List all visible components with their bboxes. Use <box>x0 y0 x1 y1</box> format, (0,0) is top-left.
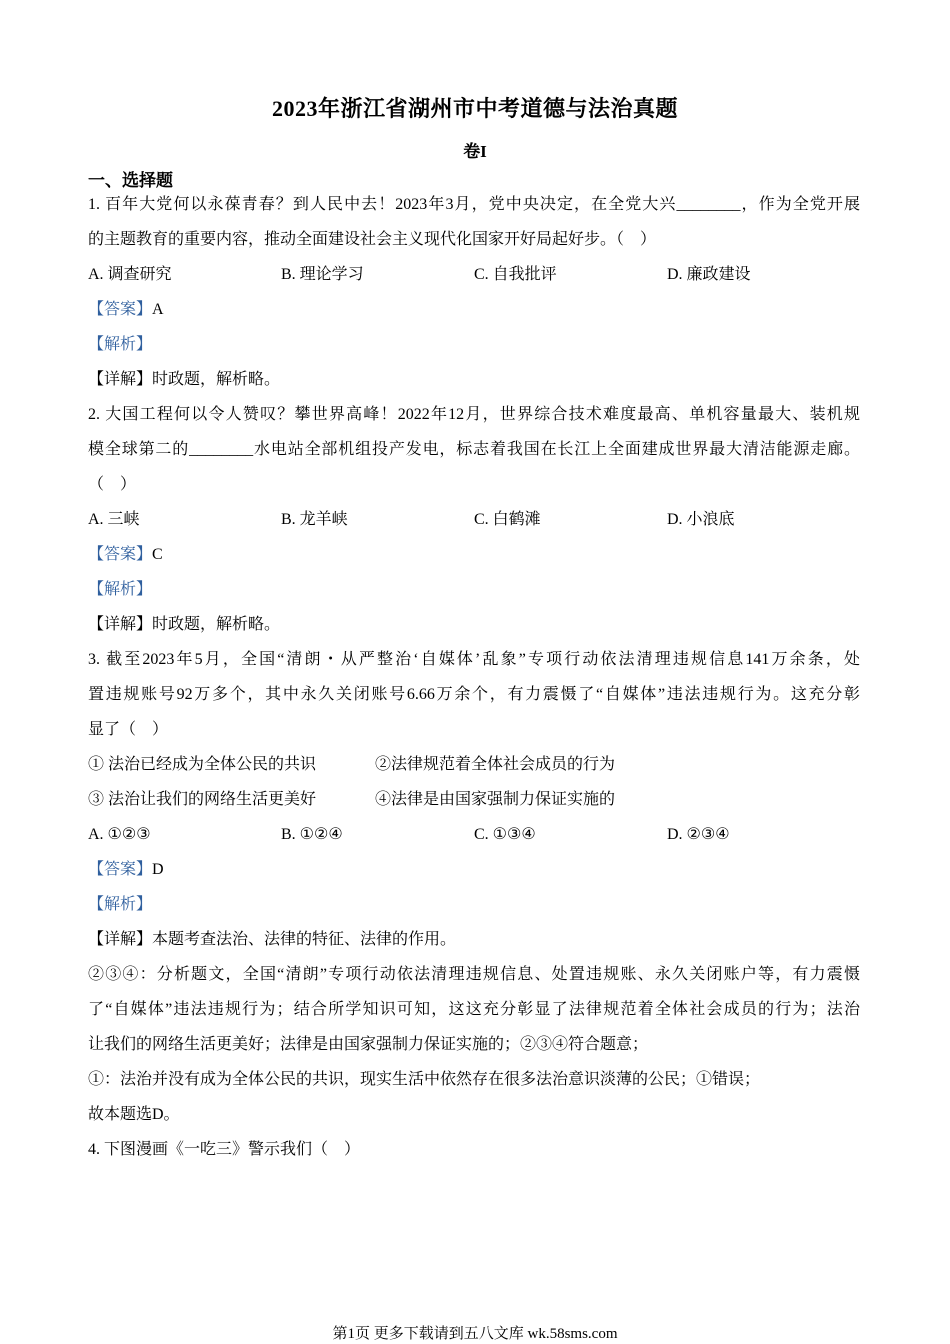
q1-option-a: A. 调查研究 <box>88 266 172 283</box>
q3-statements-row-1 <box>88 747 860 782</box>
q3-explanation-5: 故本题选D。 <box>88 1106 180 1123</box>
q3-option-a: A. ①②③ <box>88 826 151 843</box>
page-title: 2023年浙江省湖州市中考道德与法治真题 <box>271 96 678 121</box>
detail-tag: 【详解】 <box>88 616 153 633</box>
q1-answer-value: A <box>152 301 164 318</box>
q3-statement-1: ① 法治已经成为全体公民的共识 <box>88 756 317 773</box>
q1-option-b: B. 理论学习 <box>281 266 364 283</box>
q2-answer-value: C <box>152 546 163 563</box>
q2-answer <box>88 537 860 572</box>
q2-detail-text: 时政题，解析略。 <box>152 616 281 633</box>
q3-detail-text: 本题考查法治、法律的特征、法律的作用。 <box>152 931 457 948</box>
q4-line-1: 4. 下图漫画《一吃三》警示我们（ ） <box>88 1141 361 1158</box>
q3-explanation-3: 让我们的网络生活更美好；法律是由国家强制力保证实施的；②③④符合题意； <box>88 1036 649 1053</box>
q2-line-3: （ ） <box>88 476 137 493</box>
section-heading: 一、选择题 <box>88 171 173 190</box>
q2-option-b: B. 龙羊峡 <box>281 511 348 528</box>
q3-option-c: C. ①③④ <box>474 826 536 843</box>
q1-detail <box>88 362 860 397</box>
q2-option-c: C. 白鹤滩 <box>474 511 541 528</box>
q3-analysis-tag: 【解析】 <box>88 896 153 913</box>
page-footer: 第1页 更多下载请到五八文库 wk.58sms.com <box>332 1326 618 1342</box>
q1-options <box>88 257 860 292</box>
q2-line-2: 模全球第二的________水电站全部机组投产发电，标志着我国在长江上全面建成世界最大清洁能源走廊。 <box>88 441 860 458</box>
q1-answer <box>88 292 860 327</box>
answer-tag: 【答案】 <box>88 301 153 318</box>
q3-line-3: 显了（ ） <box>88 721 169 738</box>
q1-option-d: D. 廉政建设 <box>667 266 751 283</box>
q3-statement-3: ③ 法治让我们的网络生活更美好 <box>88 791 317 808</box>
questions-content <box>88 187 860 1167</box>
q3-explanation-1: ②③④：分析题文，全国“清朗”专项行动依法清理违规信息、处置违规账、永久关闭账户等，有力震慑 <box>88 966 860 983</box>
q3-statement-4: ④法律是由国家强制力保证实施的 <box>375 791 616 808</box>
q2-option-a: A. 三峡 <box>88 511 140 528</box>
q2-options <box>88 502 860 537</box>
q1-detail-text: 时政题，解析略。 <box>152 371 281 388</box>
q3-option-d: D. ②③④ <box>667 826 730 843</box>
q2-option-d: D. 小浪底 <box>667 511 735 528</box>
detail-tag: 【详解】 <box>88 371 153 388</box>
q3-options <box>88 817 860 852</box>
q1-analysis-tag: 【解析】 <box>88 336 153 353</box>
q3-option-b: B. ①②④ <box>281 826 343 843</box>
q3-detail <box>88 922 860 957</box>
answer-tag: 【答案】 <box>88 861 153 878</box>
q3-explanation-2: 了“自媒体”违法违规行为；结合所学知识可知，这这充分彰显了法律规范着全体社会成员的行为；法治 <box>88 1001 860 1018</box>
q3-explanation-4: ①：法治并没有成为全体公民的共识，现实生活中依然存在很多法治意识淡薄的公民；①错误； <box>88 1071 761 1088</box>
detail-tag: 【详解】 <box>88 931 153 948</box>
q1-line-2: 的主题教育的重要内容，推动全面建设社会主义现代化国家开好局起好步。（ ） <box>88 231 657 248</box>
q3-statements-row-2 <box>88 782 860 817</box>
q3-answer-value: D <box>152 861 164 878</box>
page-subtitle: 卷I <box>463 142 487 161</box>
q1-option-c: C. 自我批评 <box>474 266 557 283</box>
q2-line-1: 2. 大国工程何以令人赞叹？攀世界高峰！2022年12月，世界综合技术难度最高、单机容量最大、装机规 <box>88 406 860 423</box>
q3-line-1: 3. 截至2023年5月，全国“清朗・从严整治‘自媒体’乱象”专项行动依法清理违规信息141万余条，处 <box>88 651 860 668</box>
q2-analysis-tag: 【解析】 <box>88 581 153 598</box>
q3-line-2: 置违规账号92万多个，其中永久关闭账号6.66万余个，有力震慑了“自媒体”违法违规行为。这充分彰 <box>88 686 860 703</box>
q1-line-1: 1. 百年大党何以永葆青春？到人民中去！2023年3月，党中央决定，在全党大兴________，作为全党开展 <box>88 196 860 213</box>
q2-detail <box>88 607 860 642</box>
q3-statement-2: ②法律规范着全体社会成员的行为 <box>375 756 616 773</box>
answer-tag: 【答案】 <box>88 546 153 563</box>
q3-answer <box>88 852 860 887</box>
